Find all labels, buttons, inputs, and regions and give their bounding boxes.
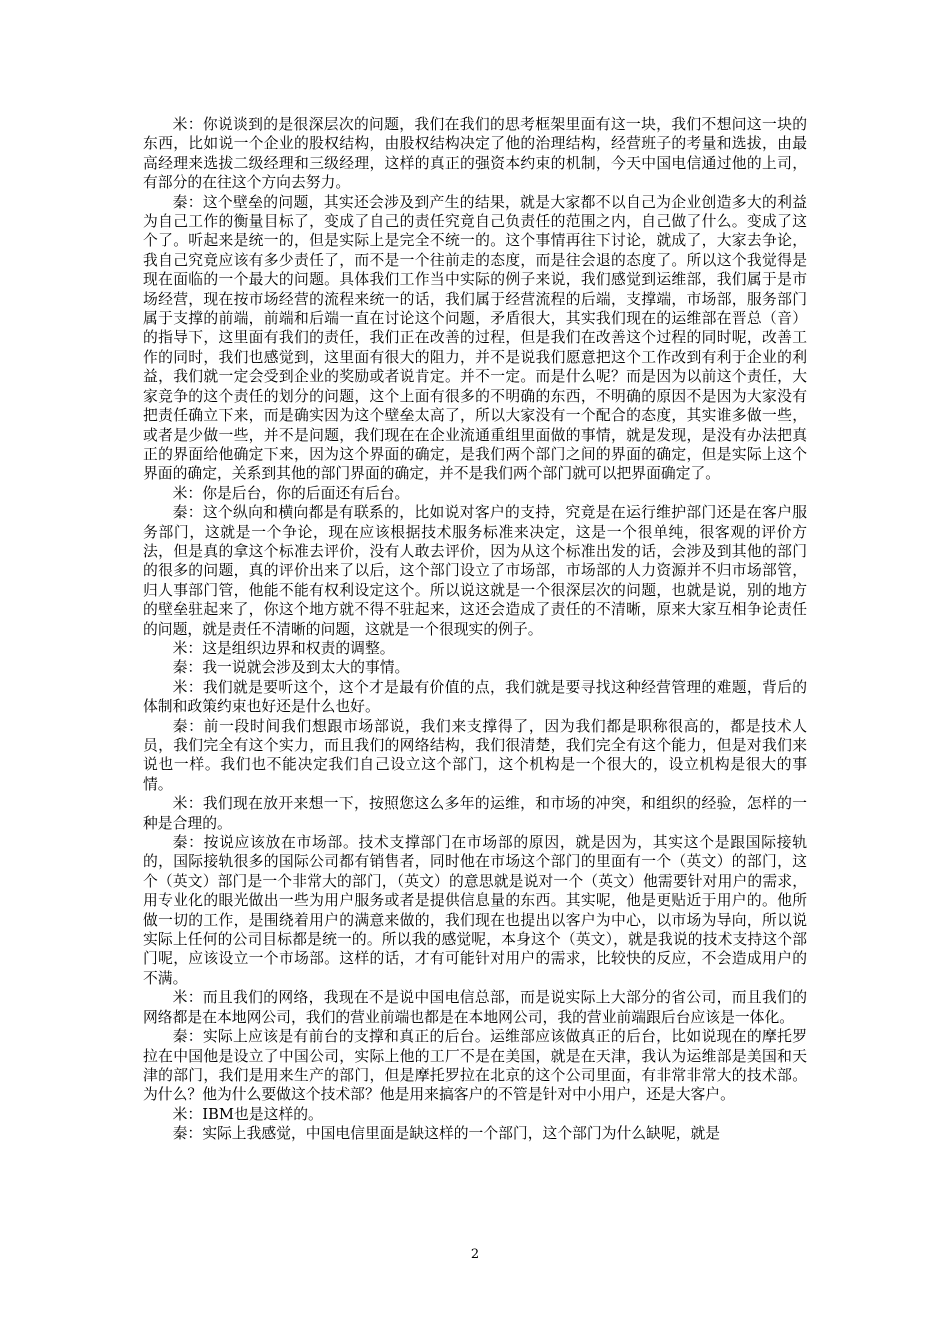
document-body bbox=[143, 115, 807, 1144]
paragraph: 秦：这个壁垒的问题，其实还会涉及到产生的结果，就是大家都不以自己为企业创造多大的利益为自己工作的衡量目标了，变成了自己的责任究竟自己负责任的范围之内，自己做了什么。变成了这个了。听起来是统一的，但是实际上是完全不统一的。这个事情再往下讨论，就成了，大家去争论，我自己究竟应该有多少责任了，而不是一个往前走的态度，而是往会退的态度了。所以这个我觉得是现在面临的一个最大的问题。具体我们工作当中实际的例子来说，我们感觉到运维部，我们属于是市场经营，现在按市场经营的流程来统一的话，我们属于经营流程的后端，支撑端，市场部，服务部门属于支撑的前端，前端和后端一直在讨论这个问题，矛盾很大，其实我们现在的运维部在晋总（音）的指导下，这里面有我们的责任，我们正在改善的过程，但是我们在改善这个过程的同时呢，改善工作的同时，我们也感觉到，这里面有很大的阻力，并不是说我们愿意把这个工作改到有利于企业的利益，我们就一定会受到企业的奖励或者说肯定。并不一定。而是什么呢？而是因为以前这个责任，大家竞争的这个责任的划分的问题，这个上面有很多的不明确的东西，不明确的原因不是因为大家没有把责任确立下来，而是确实因为这个壁垒太高了，所以大家没有一个配合的态度，其实谁多做一些，或者是少做一些，并不是问题，我们现在在企业流通重组里面做的事情，就是发现，是没有办法把真正的界面给他确定下来，因为这个界面的确定，是我们两个部门之间的界面的确定，但是实际上这个界面的确定，关系到其他的部门界面的确定，并不是我们两个部门就可以把界面确定了。 bbox=[143, 193, 807, 483]
paragraph: 秦：按说应该放在市场部。技术支撑部门在市场部的原因，就是因为，其实这个是跟国际接轨的，国际接轨很多的国际公司都有销售者，同时他在市场这个部门的里面有一个（英文）的部门，这个（英文）部门是一个非常大的部门，（英文）的意思就是说对一个（英文）他需要针对用户的需求，用专业化的眼光做出一些为用户服务或者是提供信息量的东西。其实呢，他是更贴近于用户的。他所做一切的工作，是围绕着用户的满意来做的，我们现在也提出以客户为中心，以市场为导向，所以说实际上任何的公司目标都是统一的。所以我的感觉呢，本身这个（英文），就是我说的技术支持这个部门呢，应该设立一个市场部。这样的话，才有可能针对用户的需求，比较快的反应，不会造成用户的不满。 bbox=[143, 834, 807, 987]
page-number: 2 bbox=[470, 1247, 480, 1262]
paragraph: 米：IBM也是这样的。 bbox=[172, 1105, 323, 1123]
paragraph: 秦：实际上应该是有前台的支撑和真正的后台。运维部应该做真正的后台，比如说现在的摩托罗拉在中国他是设立了中国公司，实际上他的工厂不是在美国，就是在天津，我认为运维部是美国和天津的部门，我们是用来生产的部门，但是摩托罗拉在北京的这个公司里面，有非常非常大的技术部。为什么？他为什么要做这个技术部？他是用来搞客户的不管是针对中小用户，还是大客户。 bbox=[143, 1028, 807, 1104]
paragraph: 米：我们现在放开来想一下，按照您这么多年的运维，和市场的冲突，和组织的经验，怎样的一种是合理的。 bbox=[143, 795, 807, 832]
paragraph: 米：你说谈到的是很深层次的问题，我们在我们的思考框架里面有这一块，我们不想问这一块的东西，比如说一个企业的股权结构，由股权结构决定了他的治理结构，经营班子的考量和选拔，由最高经理来选拔二级经理和三级经理，这样的真正的强资本约束的机制，今天中国电信通过他的上司，有部分的在往这个方向去努力。 bbox=[143, 116, 807, 192]
paragraph: 米：你是后台，你的后面还有后台。 bbox=[172, 484, 410, 502]
paragraph: 秦：这个纵向和横向都是有联系的，比如说对客户的支持，究竟是在运行维护部门还是在客户服务部门，这就是一个争论，现在应该根据技术服务标准来决定，这是一个很单纯，很客观的评价方法，但是真的拿这个标准去评价，没有人敢去评价，因为从这个标准出发的话，会涉及到其他的部门的很多的问题，真的评价出来了以后，这个部门设立了市场部，市场部的人力资源并不归市场部管，归人事部门管，他能不能有权利设定这个。所以说这就是一个很深层次的问题，也就是说，别的地方的壁垒驻起来了，你这个地方就不得不驻起来，这还会造成了责任的不清晰，原来大家互相争论责任的问题，就是责任不清晰的问题，这就是一个很现实的例子。 bbox=[143, 504, 807, 638]
paragraph: 秦：我一说就会涉及到太大的事情。 bbox=[172, 659, 410, 677]
paragraph: 米：我们就是要听这个，这个才是最有价值的点，我们就是要寻找这种经营管理的难题，背后的体制和政策约束也好还是什么也好。 bbox=[143, 678, 807, 716]
paragraph: 米：这是组织边界和权责的调整。 bbox=[172, 639, 395, 657]
paragraph: 米：而且我们的网络，我现在不是说中国电信总部，而是说实际上大部分的省公司，而且我们的网络都是在本地网公司，我们的营业前端也都是在本地网公司，我的营业前端跟后台应该是一体化。 bbox=[143, 989, 807, 1026]
paragraph: 秦：前一段时间我们想跟市场部说，我们来支撑得了，因为我们都是职称很高的，都是技术人员，我们完全有这个实力，而且我们的网络结构，我们很清楚，我们完全有这个能力，但是对我们来说也一样。我们也不能决定我们自己设立这个部门，这个机构是一个很大的，设立机构是很大的事情。 bbox=[143, 717, 807, 793]
paragraph: 秦：实际上我感觉，中国电信里面是缺这样的一个部门，这个部门为什么缺呢，就是 bbox=[172, 1125, 721, 1143]
